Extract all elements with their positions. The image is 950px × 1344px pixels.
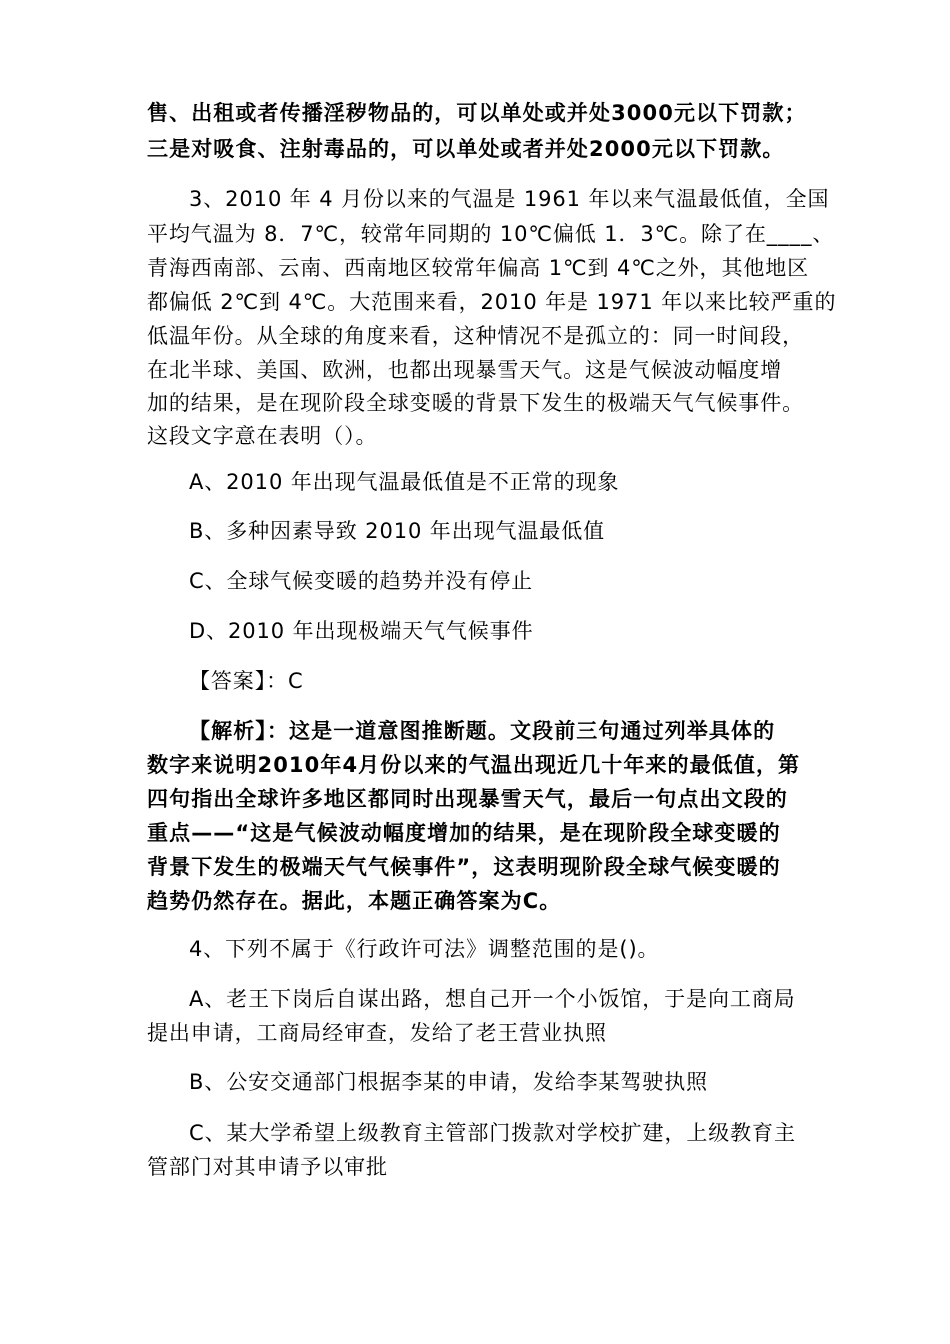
q3-stem-line-2: 平均气温为 8．7℃，较常年同期的 10℃偏低 1．3℃。除了在____、 xyxy=(147,222,835,246)
q3-stem-line-4: 都偏低 2℃到 4℃。大范围来看，2010 年是 1971 年以来比较严重的 xyxy=(147,290,837,314)
q3-stem-line-6: 在北半球、美国、欧洲，也都出现暴雪天气。这是气候波动幅度增 xyxy=(147,358,783,382)
q3-analysis-line-4: 重点——“这是气候波动幅度增加的结果，是在现阶段全球变暖的 xyxy=(147,821,781,845)
q4-option-a-line-1: A、老王下岗后自谋出路，想自己开一个小饭馆，于是向工商局 xyxy=(189,987,796,1011)
continuation-line-1: 售、出租或者传播淫秽物品的，可以单处或并处3000元以下罚款； xyxy=(147,101,807,125)
q3-analysis-line-1: 【解析】：这是一道意图推断题。文段前三句通过列举具体的 xyxy=(189,719,776,743)
q3-analysis-line-3: 四句指出全球许多地区都同时出现暴雪天气，最后一句点出文段的 xyxy=(147,787,788,811)
q3-option-b: B、多种因素导致 2010 年出现气温最低值 xyxy=(189,519,605,543)
q3-analysis-line-6: 趋势仍然存在。据此，本题正确答案为C。 xyxy=(147,889,562,913)
q3-stem-line-1: 3、2010 年 4 月份以来的气温是 1961 年以来气温最低值，全国 xyxy=(189,187,830,211)
continuation-line-2: 三是对吸食、注射毒品的，可以单处或者并处2000元以下罚款。 xyxy=(147,137,785,161)
q4-stem: 4、下列不属于《行政许可法》调整范围的是()。 xyxy=(189,937,660,961)
q4-option-b: B、公安交通部门根据李某的申请，发给李某驾驶执照 xyxy=(189,1070,709,1094)
q3-stem-line-8: 这段文字意在表明（）。 xyxy=(147,424,378,448)
q3-analysis-line-5: 背景下发生的极端天气气候事件”，这表明现阶段全球气候变暖的 xyxy=(147,855,781,879)
q3-stem-line-3: 青海西南部、云南、西南地区较常年偏高 1℃到 4℃之外，其他地区 xyxy=(147,256,810,280)
q3-stem-line-7: 加的结果，是在现阶段全球变暖的背景下发生的极端天气气候事件。 xyxy=(147,391,804,415)
q3-option-a: A、2010 年出现气温最低值是不正常的现象 xyxy=(189,470,620,494)
q4-option-c-line-1: C、某大学希望上级教育主管部门拨款对学校扩建，上级教育主 xyxy=(189,1121,796,1145)
q3-answer: 【答案】：C xyxy=(189,669,304,693)
q3-stem-line-5: 低温年份。从全球的角度来看，这种情况不是孤立的：同一时间段， xyxy=(147,324,804,348)
q4-option-a-line-2: 提出申请，工商局经审查，发给了老王营业执照 xyxy=(147,1021,607,1045)
q3-option-d: D、2010 年出现极端天气气候事件 xyxy=(189,619,534,643)
q3-analysis-line-2: 数字来说明2010年4月份以来的气温出现近几十年来的最低值，第 xyxy=(147,753,801,777)
q3-option-c: C、全球气候变暖的趋势并没有停止 xyxy=(189,569,534,593)
q4-option-c-line-2: 管部门对其申请予以审批 xyxy=(147,1155,388,1179)
